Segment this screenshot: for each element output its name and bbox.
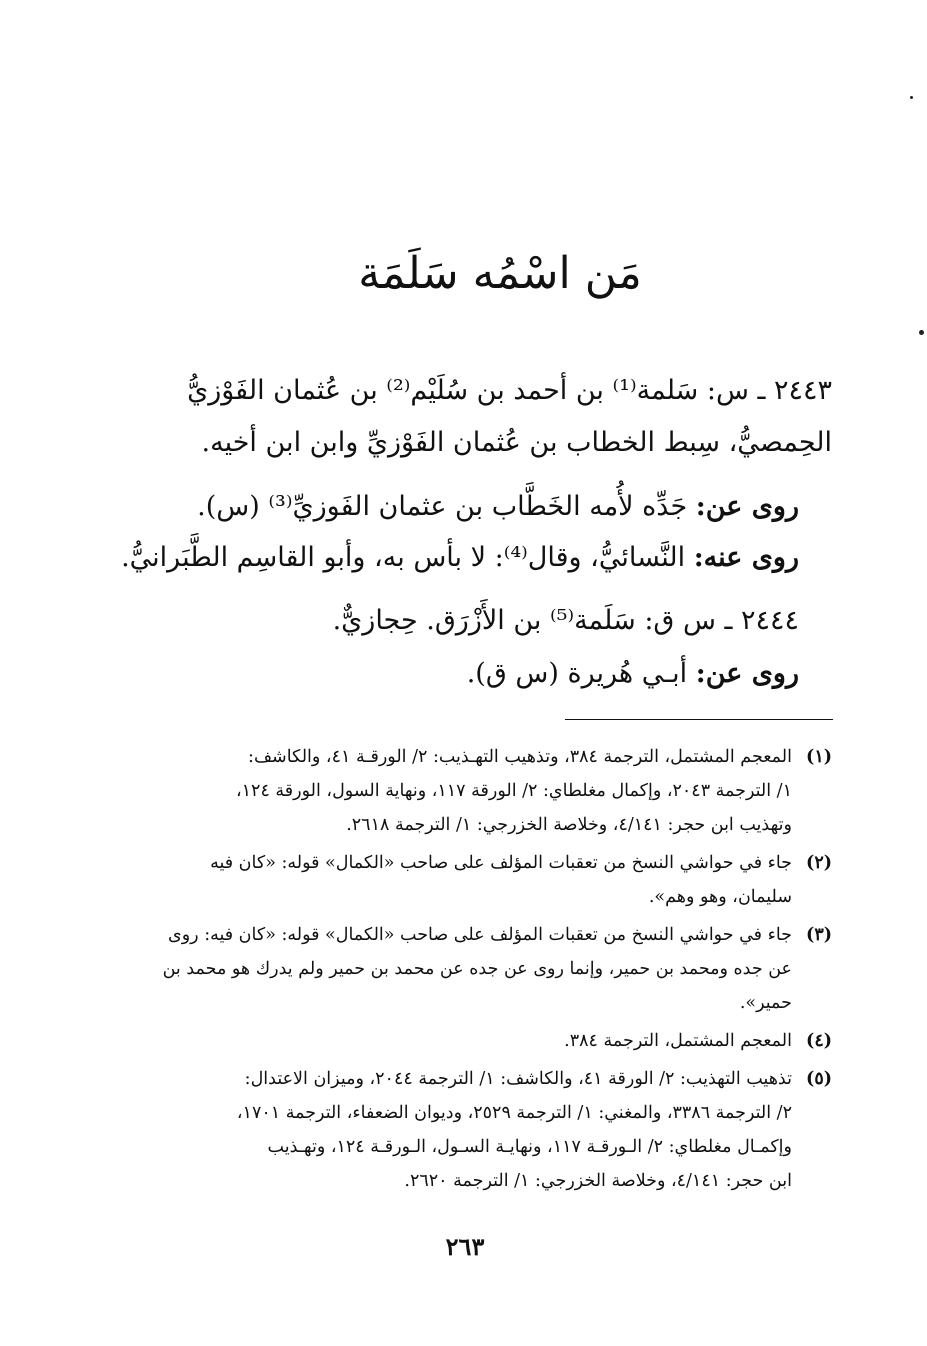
footnote-line: ٢/ الترجمة ٣٣٨٦، والمغني: ١/ الترجمة ٢٥٢٩، وديوان الضعفاء، الترجمة ١٧٠١، [236, 1103, 792, 1123]
page-number: ٢٦٣ [445, 1232, 485, 1261]
narrated-from-label: روى عن: [695, 658, 799, 689]
entry-2444-line-1: ٢٤٤٤ ـ س ق: سَلَمة⁽⁵⁾ بن الأَزْرَق. حِجازيٌّ. [332, 605, 799, 636]
section-heading: مَن اسْمُه سَلَمَة [358, 248, 642, 299]
footnote-line: حمير». [739, 993, 792, 1013]
entry-2443-narrated-from [99, 488, 799, 526]
footnote-number: (٥) [806, 1069, 832, 1089]
footnote-1 [107, 740, 832, 842]
footnote-line: المعجم المشتمل، الترجمة ٣٨٤، وتذهيب التهـذيب: ٢/ الورقـة ٤١، والكاشف: [248, 747, 792, 767]
footnote-line: ١/ الترجمة ٢٠٤٣، وإكمال مغلطاي: ٢/ الورقة ١١٧، ونهاية السول، الورقة ١٢٤، [236, 781, 792, 801]
footnote-number: (٤) [806, 1031, 832, 1051]
narrated-by-label: روى عنه: [693, 542, 799, 573]
footnote-line: وإكمـال مغلطاي: ٢/ الـورقـة ١١٧، ونهايـة السـول، الـورقـة ١٢٤، وتهـذيب [267, 1137, 792, 1157]
footnote-line: وتهذيب ابن حجر: ٤/١٤١، وخلاصة الخزرجي: ١/ الترجمة ٢٦١٨. [346, 815, 792, 835]
narrated-from-text: أبـي هُريرة (س ق). [466, 658, 688, 689]
footnote-4 [107, 1024, 832, 1058]
scan-speck [910, 96, 913, 99]
footnote-2 [107, 846, 832, 914]
footnote-number: (١) [806, 747, 832, 767]
footnote-line: المعجم المشتمل، الترجمة ٣٨٤. [564, 1031, 792, 1051]
narrated-from-text: جَدِّه لأُمه الخَطَّاب بن عثمان الفَوزيِّ⁽³⁾ (س). [197, 491, 688, 522]
entry-2444-narrated-from [99, 655, 799, 693]
footnote-separator [565, 719, 833, 720]
footnote-line: سليمان، وهو وهم». [648, 887, 792, 907]
footnote-5 [107, 1062, 832, 1198]
entry-2443-line-1: ٢٤٤٣ ـ س: سَلمة⁽¹⁾ بن أحمد بن سُلَيْم⁽²⁾ بن عُثمان الفَوْزيُّ [187, 375, 832, 406]
footnote-number: (٣) [806, 925, 832, 945]
entry-2443-narrated-by [99, 539, 799, 577]
footnote-line: ابن حجر: ٤/١٤١، وخلاصة الخزرجي: ١/ الترجمة ٢٦٢٠. [404, 1171, 792, 1191]
scan-speck [919, 330, 924, 335]
footnote-number: (٢) [806, 853, 832, 873]
footnote-line: تذهيب التهذيب: ٢/ الورقة ٤١، والكاشف: ١/ الترجمة ٢٠٤٤، وميزان الاعتدال: [244, 1069, 792, 1089]
narrated-from-label: روى عن: [695, 491, 799, 522]
entry-2443-line-2: الحِمصيُّ، سِبط الخطاب بن عُثمان الفَوْزيِّ وابن ابن أخيه. [201, 427, 832, 458]
narrated-by-text: النَّسائيُّ، وقال⁽⁴⁾: لا بأس به، وأبو القاسِم الطَّبَرانيُّ. [121, 542, 686, 573]
footnote-line: جاء في حواشي النسخ من تعقبات المؤلف على صاحب «الكمال» قوله: «كان فيه: روى [168, 925, 792, 945]
footnote-line: جاء في حواشي النسخ من تعقبات المؤلف على صاحب «الكمال» قوله: «كان فيه [210, 853, 792, 873]
footnote-line: عن جده ومحمد بن حمير، وإنما روى عن جده عن محمد بن حمير ولم يدرك هو محمد بن [162, 959, 792, 979]
footnote-3 [107, 918, 832, 1020]
